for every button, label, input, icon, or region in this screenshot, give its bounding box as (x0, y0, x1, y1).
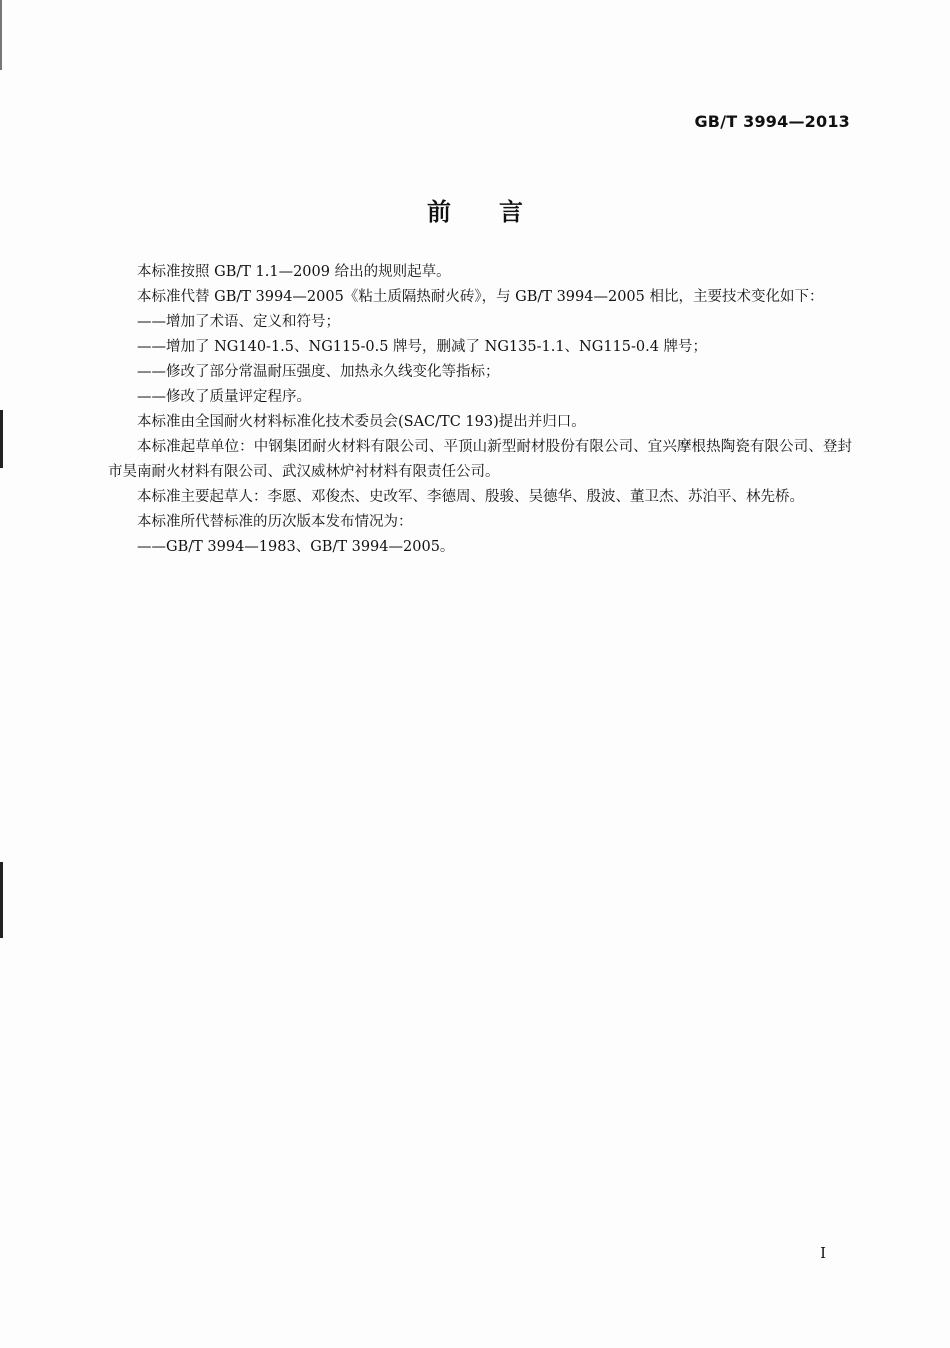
paragraph: 本标准起草单位：中钢集团耐火材料有限公司、平顶山新型耐材股份有限公司、宜兴摩根热陶瓷有限公司、登封市昊南耐火材料有限公司、武汉威林炉衬材料有限责任公司。 (108, 439, 852, 480)
paragraph: 本标准主要起草人：李愿、邓俊杰、史改军、李德周、殷骏、吴德华、殷波、董卫杰、苏泊平、林先桥。 (137, 489, 804, 505)
document-code: GB/T 3994—2013 (694, 112, 850, 131)
list-item: ——修改了质量评定程序。 (137, 389, 311, 405)
paragraph: 本标准所代替标准的历次版本发布情况为： (137, 514, 413, 530)
scan-edge-mark (0, 862, 3, 938)
scan-edge-mark (0, 0, 2, 70)
list-item: ——GB/T 3994—1983、GB/T 3994—2005。 (137, 539, 455, 555)
document-body (108, 260, 852, 560)
paragraph: 本标准代替 GB/T 3994—2005《粘土质隔热耐火砖》，与 GB/T 3994—2005 相比，主要技术变化如下： (137, 289, 824, 305)
paragraph: 本标准按照 GB/T 1.1—2009 给出的规则起草。 (137, 264, 451, 280)
list-item: ——增加了 NG140-1.5、NG115-0.5 牌号，删减了 NG135-1.1、NG115-0.4 牌号； (137, 339, 708, 355)
list-item: ——增加了术语、定义和符号； (137, 314, 340, 330)
scan-edge-mark (0, 410, 3, 468)
list-item: ——修改了部分常温耐压强度、加热永久线变化等指标； (137, 364, 500, 380)
page-title: 前言 (427, 198, 571, 226)
paragraph: 本标准由全国耐火材料标准化技术委员会(SAC/TC 193)提出并归口。 (137, 414, 586, 430)
page-number: I (820, 1244, 826, 1262)
